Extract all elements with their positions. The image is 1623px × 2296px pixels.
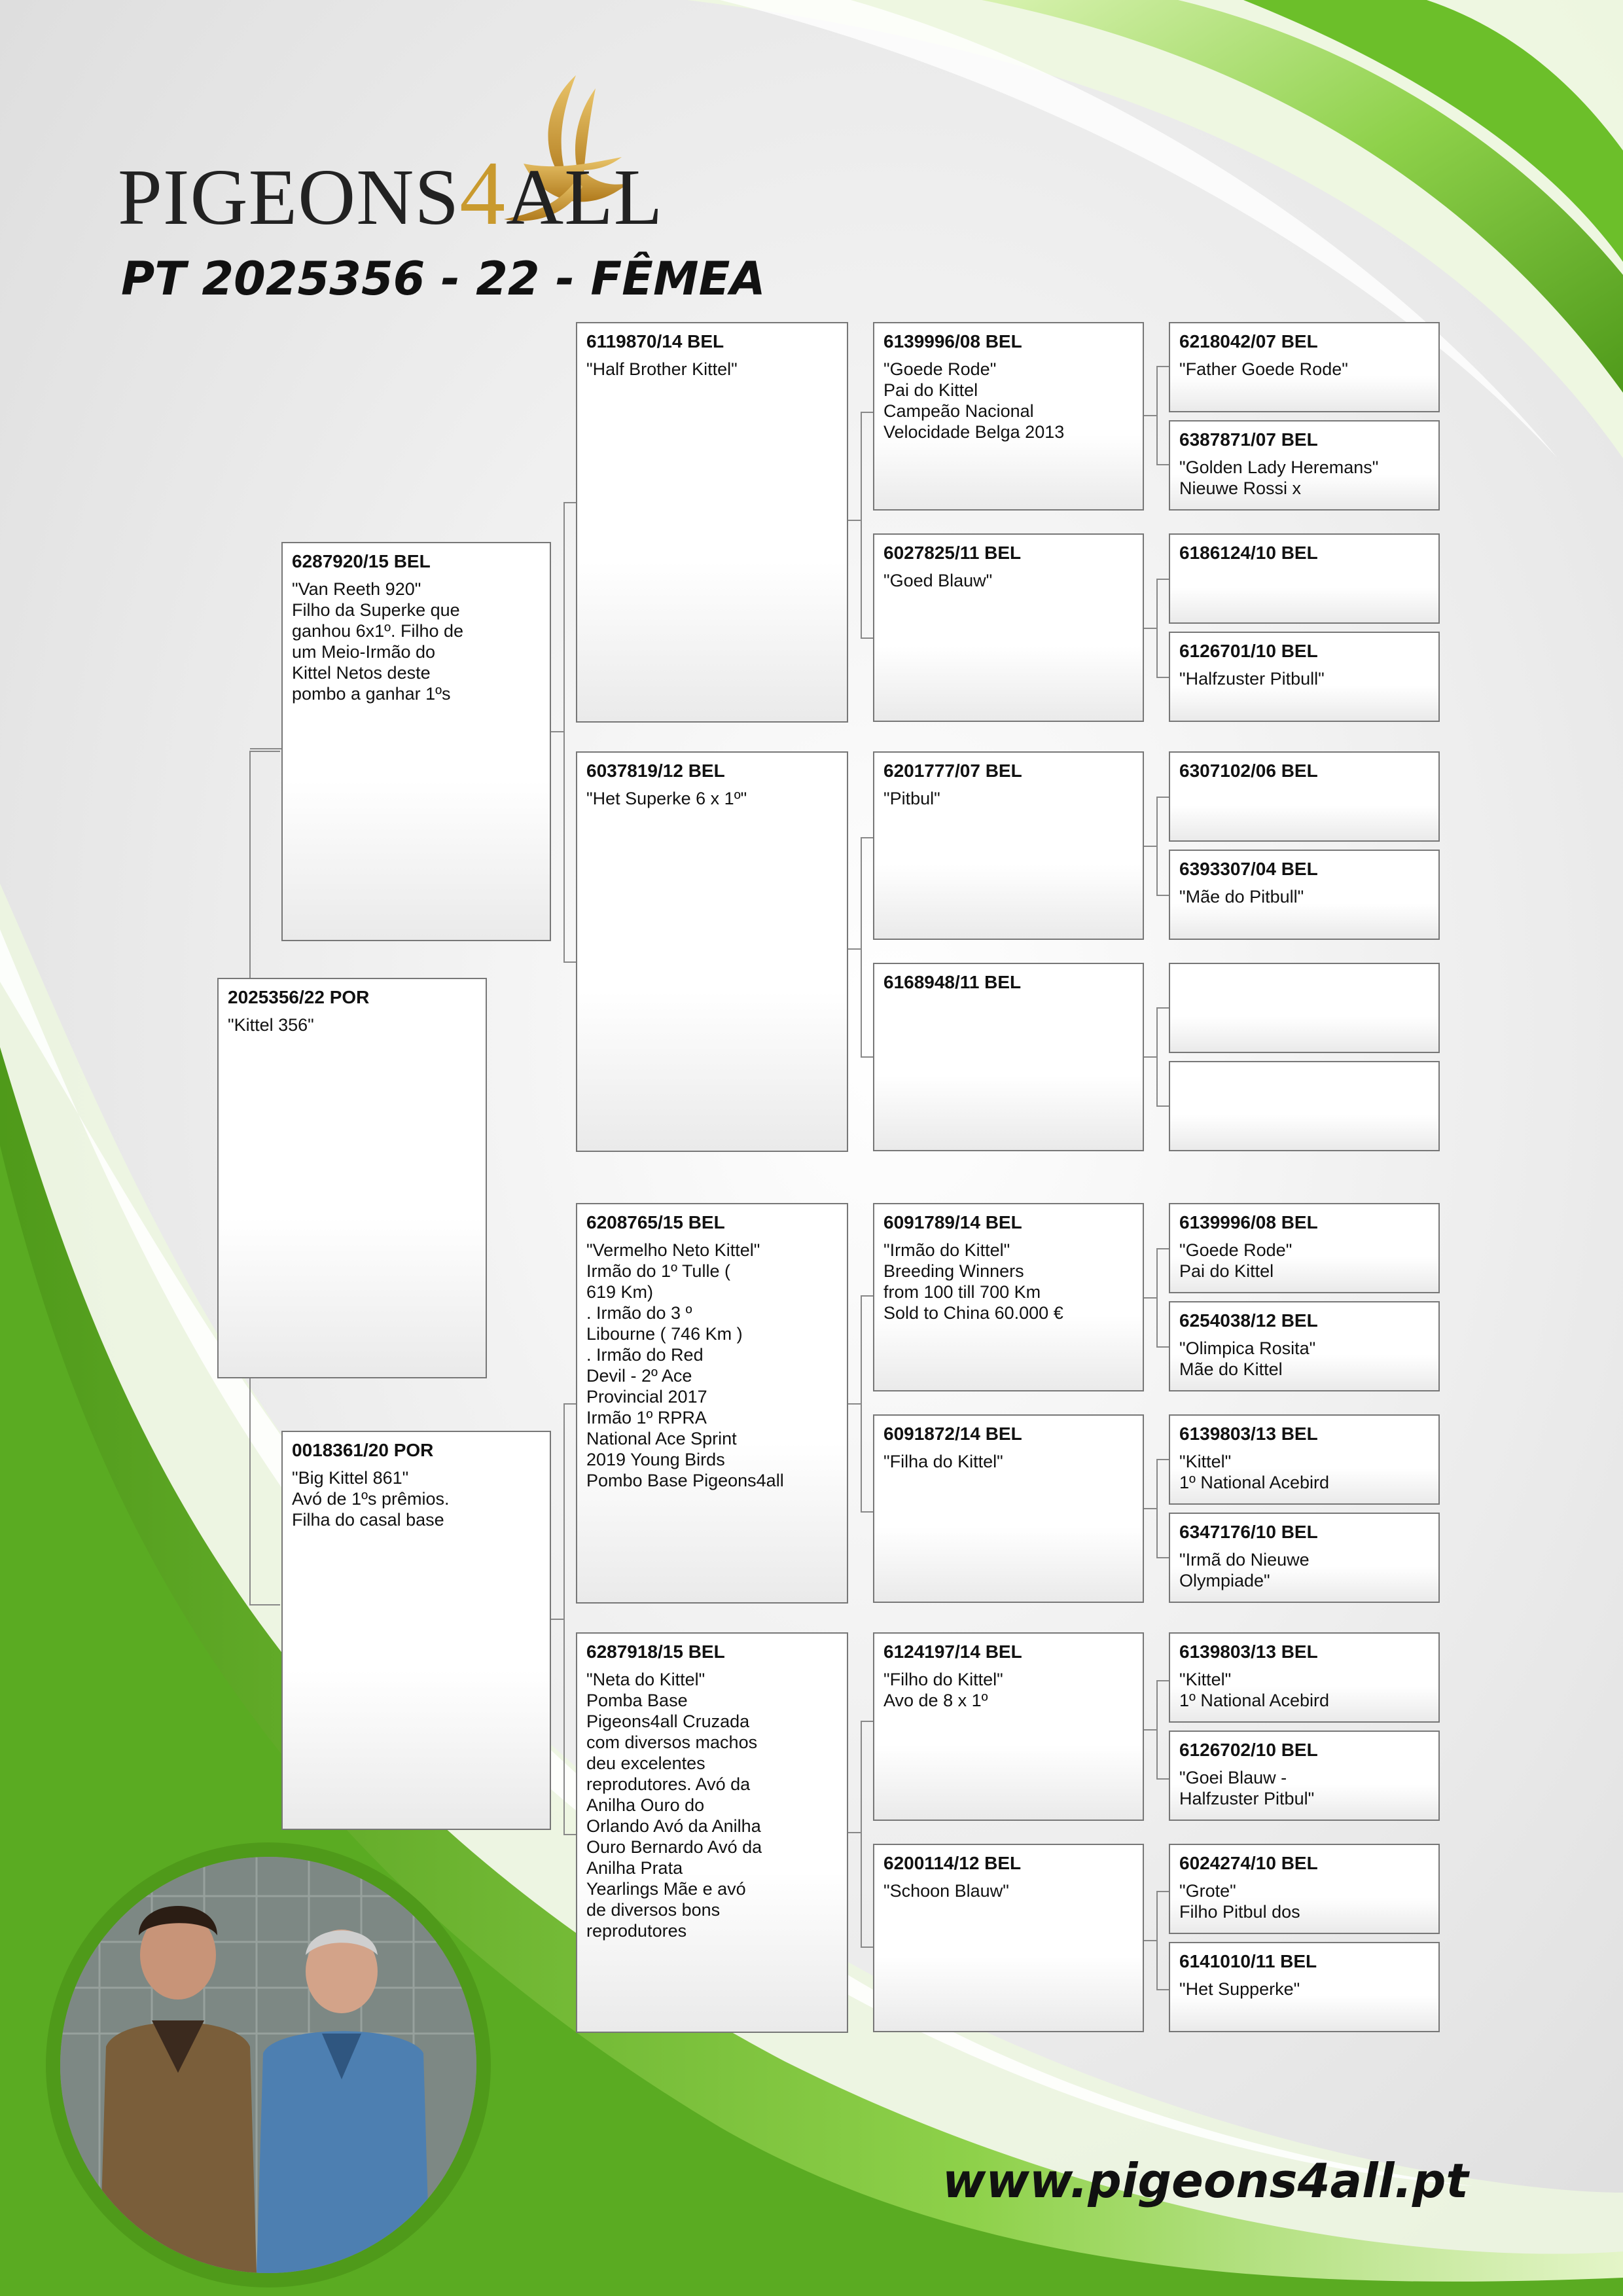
- pedigree-box-g7: [1169, 963, 1440, 1053]
- pedigree-box-g1: [1169, 322, 1440, 412]
- pedigree-box-g6: [1169, 850, 1440, 940]
- pedigree-box-g3: [1169, 533, 1440, 624]
- ring-number: 6168948/11 BEL: [883, 972, 1022, 992]
- ring-number: 6139803/13 BEL: [1179, 1424, 1318, 1444]
- ring-number: 6024274/10 BEL: [1179, 1853, 1318, 1873]
- pedigree-box-subject: [217, 978, 487, 1378]
- ring-number: 6124197/14 BEL: [883, 1641, 1022, 1662]
- pigeon-info: "Kittel" 1º National Acebird: [1179, 1452, 1329, 1492]
- pigeon-info: "Goei Blauw - Halfzuster Pitbul": [1179, 1768, 1315, 1808]
- pedigree-box-ss: [576, 322, 848, 723]
- owners-photo-illustration: [60, 1857, 476, 2273]
- pigeon-info: "Van Reeth 920" Filho da Superke que ganhou 6x1º. Filho de um Meio-Irmão do Kittel Netos deste pombo a ganhar 1ºs: [292, 579, 464, 704]
- pedigree-box-dam: [281, 1431, 551, 1830]
- pedigree-box-g14: [1169, 1731, 1440, 1821]
- ring-number: 6027825/11 BEL: [883, 543, 1022, 563]
- ring-number: 6091789/14 BEL: [883, 1212, 1022, 1232]
- ring-number: 6218042/07 BEL: [1179, 331, 1318, 351]
- pigeon-info: "Half Brother Kittel": [586, 359, 738, 379]
- pigeon-info: "Golden Lady Heremans" Nieuwe Rossi x: [1179, 457, 1379, 498]
- pigeon-info: "Filho do Kittel" Avo de 8 x 1º: [883, 1670, 1003, 1710]
- ring-number: 2025356/22 POR: [228, 987, 370, 1007]
- ring-number: 6347176/10 BEL: [1179, 1522, 1318, 1542]
- ring-number: 6387871/07 BEL: [1179, 429, 1318, 450]
- ring-number: 6139803/13 BEL: [1179, 1641, 1318, 1662]
- ring-number: 6141010/11 BEL: [1179, 1951, 1317, 1971]
- ring-number: 6119870/14 BEL: [586, 331, 724, 351]
- ring-number: 6200114/12 BEL: [883, 1853, 1022, 1873]
- pigeon-info: "Neta do Kittel" Pomba Base Pigeons4all Cruzada com diversos machos deu excelentes reprodutores. Avó da Anilha Ouro do Orlando Avó da Anilha Ouro Bernardo Avó da Anilha Prata Yearlings Mãe e avó de diversos bons reprodutores: [586, 1670, 762, 1941]
- pigeon-info: "Kittel 356": [228, 1015, 314, 1035]
- ring-number: 6139996/08 BEL: [1179, 1212, 1318, 1232]
- ring-number: 6139996/08 BEL: [883, 331, 1022, 351]
- logo-wordmark: PIGEONS4ALL: [118, 143, 664, 244]
- pedigree-box-g2: [1169, 420, 1440, 511]
- pigeon-info: "Goed Blauw": [883, 571, 993, 590]
- pedigree-box-g10: [1169, 1301, 1440, 1391]
- ring-number: 0018361/20 POR: [292, 1440, 434, 1460]
- website-url: www.pigeons4all.pt: [942, 2153, 1469, 2208]
- pedigree-title: PT 2025356 - 22 - FÊMEA: [121, 252, 766, 306]
- ring-number: 6254038/12 BEL: [1179, 1310, 1318, 1331]
- pedigree-box-ssd: [873, 533, 1144, 722]
- pedigree-box-g9: [1169, 1203, 1440, 1293]
- pedigree-box-dss: [873, 1203, 1144, 1391]
- pigeon-info: "Pitbul": [883, 789, 940, 808]
- ring-number: 6201777/07 BEL: [883, 761, 1022, 781]
- pigeon-info: "Big Kittel 861" Avó de 1ºs prêmios. Filha do casal base: [292, 1468, 450, 1530]
- ring-number: 6287918/15 BEL: [586, 1641, 725, 1662]
- pigeon-info: "Irmão do Kittel" Breeding Winners from 100 till 700 Km Sold to China 60.000 €: [883, 1240, 1063, 1323]
- pigeon-info: "Olimpica Rosita" Mãe do Kittel: [1179, 1338, 1316, 1379]
- pedigree-box-ds: [576, 1203, 848, 1604]
- ring-number: 6393307/04 BEL: [1179, 859, 1318, 879]
- ring-number: 6037819/12 BEL: [586, 761, 725, 781]
- pedigree-box-sss: [873, 322, 1144, 511]
- pigeon-info: "Het Supperke": [1179, 1979, 1300, 1999]
- pedigree-box-ddd: [873, 1844, 1144, 2032]
- pedigree-box-g8: [1169, 1061, 1440, 1151]
- ring-number: 6091872/14 BEL: [883, 1424, 1022, 1444]
- ring-number: 6208765/15 BEL: [586, 1212, 725, 1232]
- pedigree-box-g16: [1169, 1942, 1440, 2032]
- pigeon-info: "Goede Rode" Pai do Kittel: [1179, 1240, 1293, 1281]
- ring-number: 6287920/15 BEL: [292, 551, 431, 571]
- pigeon-info: "Kittel" 1º National Acebird: [1179, 1670, 1329, 1710]
- pigeon-info: "Grote" Filho Pitbul dos: [1179, 1881, 1300, 1922]
- pigeon-info: "Filha do Kittel": [883, 1452, 1003, 1471]
- pedigree-box-sd: [576, 751, 848, 1152]
- pigeon-info: "Goede Rode" Pai do Kittel Campeão Nacional Velocidade Belga 2013: [883, 359, 1065, 442]
- pedigree-box-g5: [1169, 751, 1440, 842]
- ring-number: 6307102/06 BEL: [1179, 761, 1318, 781]
- pedigree-box-sire: [281, 542, 551, 941]
- pigeon-info: "Irmã do Nieuwe Olympiade": [1179, 1550, 1310, 1590]
- pedigree-box-g12: [1169, 1513, 1440, 1603]
- pedigree-box-g15: [1169, 1844, 1440, 1934]
- ring-number: 6126702/10 BEL: [1179, 1740, 1318, 1760]
- pigeon-info: "Mãe do Pitbull": [1179, 887, 1304, 906]
- pedigree-box-dd: [576, 1632, 848, 2033]
- pedigree-box-g11: [1169, 1414, 1440, 1505]
- pedigree-box-dsd: [873, 1414, 1144, 1603]
- pigeon-info: "Father Goede Rode": [1179, 359, 1348, 379]
- pigeon-info: "Schoon Blauw": [883, 1881, 1009, 1901]
- pedigree-box-sdd: [873, 963, 1144, 1151]
- pigeon-info: "Het Superke 6 x 1º": [586, 789, 747, 808]
- ring-number: 6126701/10 BEL: [1179, 641, 1318, 661]
- owners-photo: [46, 1842, 491, 2287]
- pedigree-box-sds: [873, 751, 1144, 940]
- pigeon-info: "Halfzuster Pitbull": [1179, 669, 1325, 689]
- pedigree-box-g4: [1169, 632, 1440, 722]
- pedigree-box-dds: [873, 1632, 1144, 1821]
- ring-number: 6186124/10 BEL: [1179, 543, 1318, 563]
- pedigree-box-g13: [1169, 1632, 1440, 1723]
- pigeon-info: "Vermelho Neto Kittel" Irmão do 1º Tulle ( 619 Km) . Irmão do 3 º Libourne ( 746 Km ) . Irmão do Red Devil - 2º Ace Provincial 2017 Irmão 1º RPRA National Ace Sprint 2019 Young Birds Pombo Base Pigeons4all: [586, 1240, 784, 1490]
